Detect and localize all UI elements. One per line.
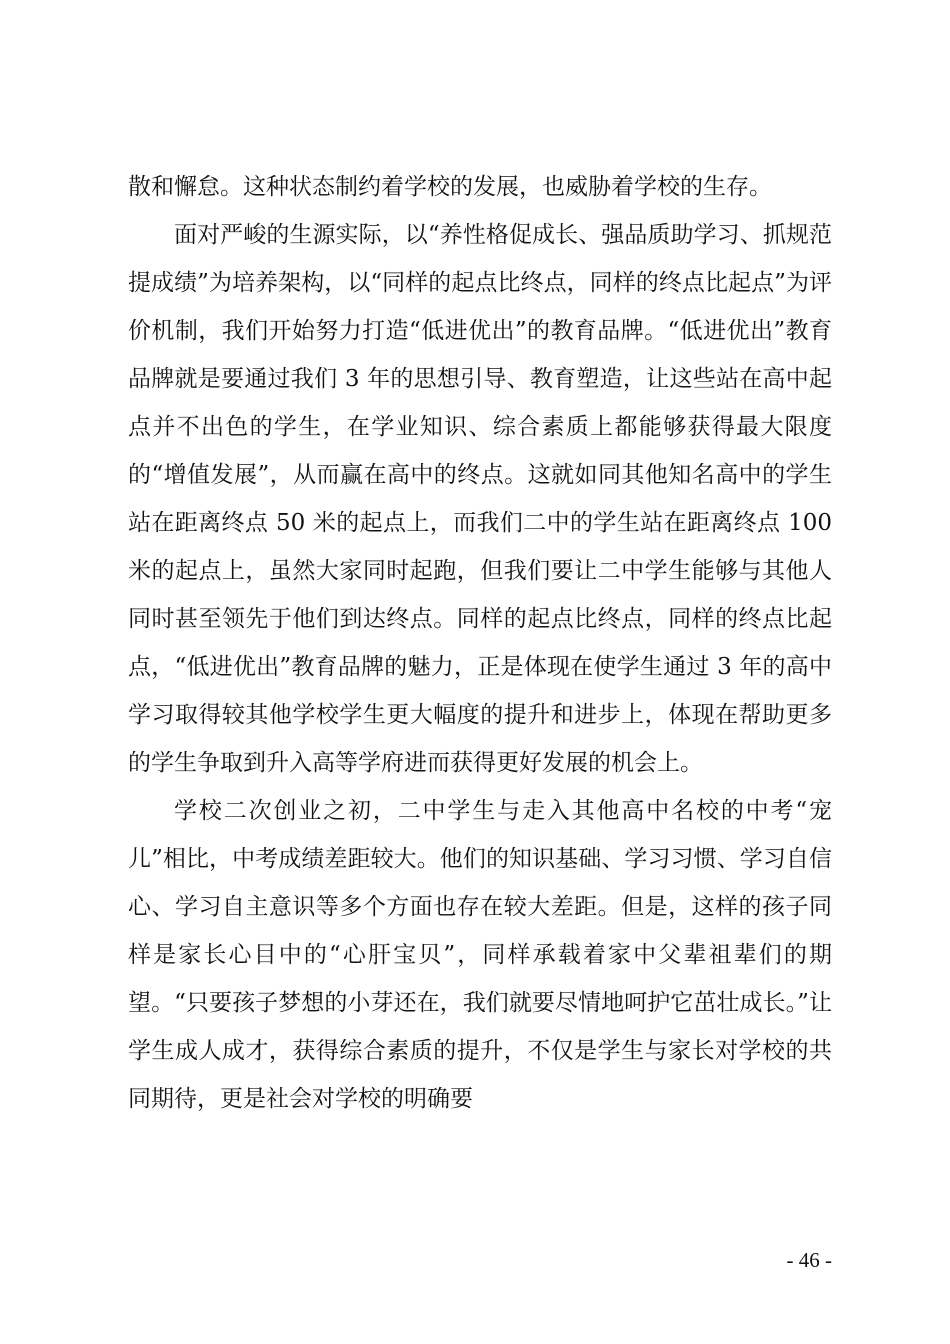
paragraph-3: 学校二次创业之初，二中学生与走入其他高中名校的中考“宠儿”相比，中考成绩差距较大。他们的知识基础、学习习惯、学习自信心、学习自主意识等多个方面也存在较大差距。但是，这样的孩子同样是家长心目中的“心肝宝贝”，同样承载着家中父辈祖辈们的期望。“只要孩子梦想的小芽还在，我们就要尽情地呵护它茁壮成长。”让学生成人成才，获得综合素质的提升，不仅是学生与家长对学校的共同期待，更是社会对学校的明确要 [128,798,832,1112]
body-text [128,163,832,1123]
paragraph-1: 散和懈怠。这种状态制约着学校的发展，也威胁着学校的生存。 [128,174,772,200]
page-number: - 46 - [786,1248,832,1272]
paragraph-2: 面对严峻的生源实际，以“养性格促成长、强品质助学习、抓规范提成绩”为培养架构，以“同样的起点比终点，同样的终点比起点”为评价机制，我们开始努力打造“低进优出”的教育品牌。“低进优出”教育品牌就是要通过我们 3 年的思想引导、教育塑造，让这些站在高中起点并不出色的学生，在学业知识、综合素质上都能够获得最大限度的“增值发展”，从而赢在高中的终点。这就如同其他知名高中的学生站在距离终点 50 米的起点上，而我们二中的学生站在距离终点 100 米的起点上，虽然大家同时起跑，但我们要让二中学生能够与其他人同时甚至领先于他们到达终点。同样的起点比终点，同样的终点比起点，“低进优出”教育品牌的魅力，正是体现在使学生通过 3 年的高中学习取得较其他学校学生更大幅度的提升和进步上，体现在帮助更多的学生争取到升入高等学府进而获得更好发展的机会上。 [128,222,832,776]
